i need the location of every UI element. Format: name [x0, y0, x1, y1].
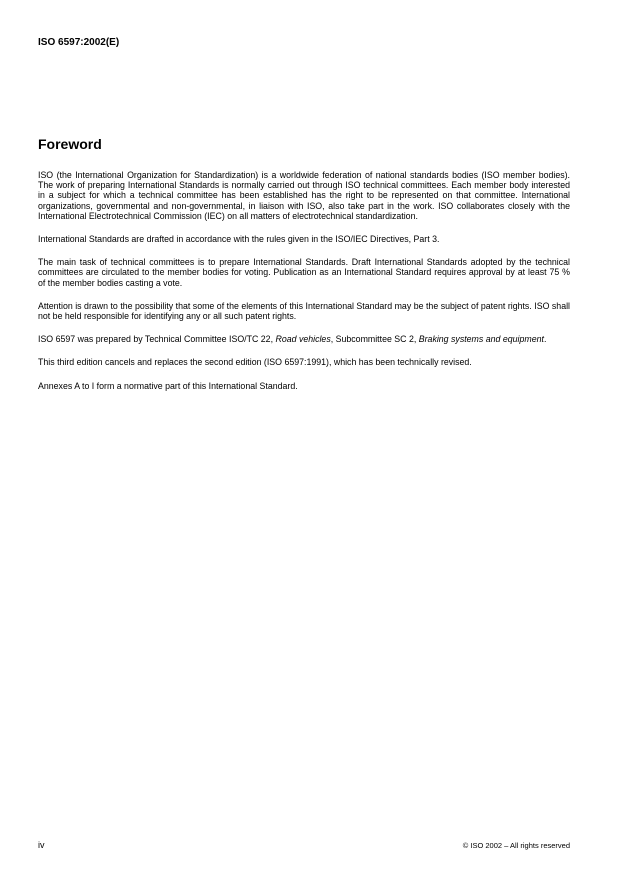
prepared-by-committee-name: Road vehicles [275, 334, 331, 345]
paragraph-directives: International Standards are drafted in accordance with the rules given in the ISO/IEC Directives, Part 3. [38, 234, 440, 245]
section-title: Foreword [38, 136, 102, 152]
prepared-by-text-3: . [543, 334, 547, 345]
copyright-notice: © ISO 2002 – All rights reserved [462, 841, 570, 850]
prepared-by-subcommittee-name: Braking systems and equipment [418, 334, 544, 345]
paragraph-prepared-by [38, 334, 570, 344]
paragraph-committee-task: The main task of technical committees is to prepare International Standards. Draft International Standards adopted by the technical committees are circulated to the member bodies for voting. Publication as an International Standard requires approval by at least 75 % of the member bodies casting a vote. [38, 257, 570, 288]
paragraph-iso-overview: ISO (the International Organization for Standardization) is a worldwide federation of national standards bodies (ISO member bodies). The work of preparing International Standards is normally carried out through ISO technical committees. Each member body interested in a subject for which a technical committee has been established has the right to be represented on that committee. International organizations, governmental and non-governmental, in liaison with ISO, also take part in the work. ISO collaborates closely with the International Electrotechnical Commission (IEC) on all matters of electrotechnical standardization. [38, 170, 570, 221]
prepared-by-text-2: , Subcommittee SC 2, [330, 334, 419, 345]
foreword-body [38, 170, 570, 404]
prepared-by-text-1: ISO 6597 was prepared by Technical Committee ISO/TC 22, [38, 334, 276, 345]
document-id-header: ISO 6597:2002(E) [38, 37, 120, 48]
paragraph-annexes: Annexes A to I form a normative part of this International Standard. [38, 380, 298, 391]
page-number: iv [38, 840, 45, 850]
paragraph-patent-rights: Attention is drawn to the possibility that some of the elements of this International Standard may be the subject of patent rights. ISO shall not be held responsible for identifying any or all such patent rights. [38, 300, 570, 322]
paragraph-edition: This third edition cancels and replaces the second edition (ISO 6597:1991), which has been technically revised. [38, 357, 472, 368]
